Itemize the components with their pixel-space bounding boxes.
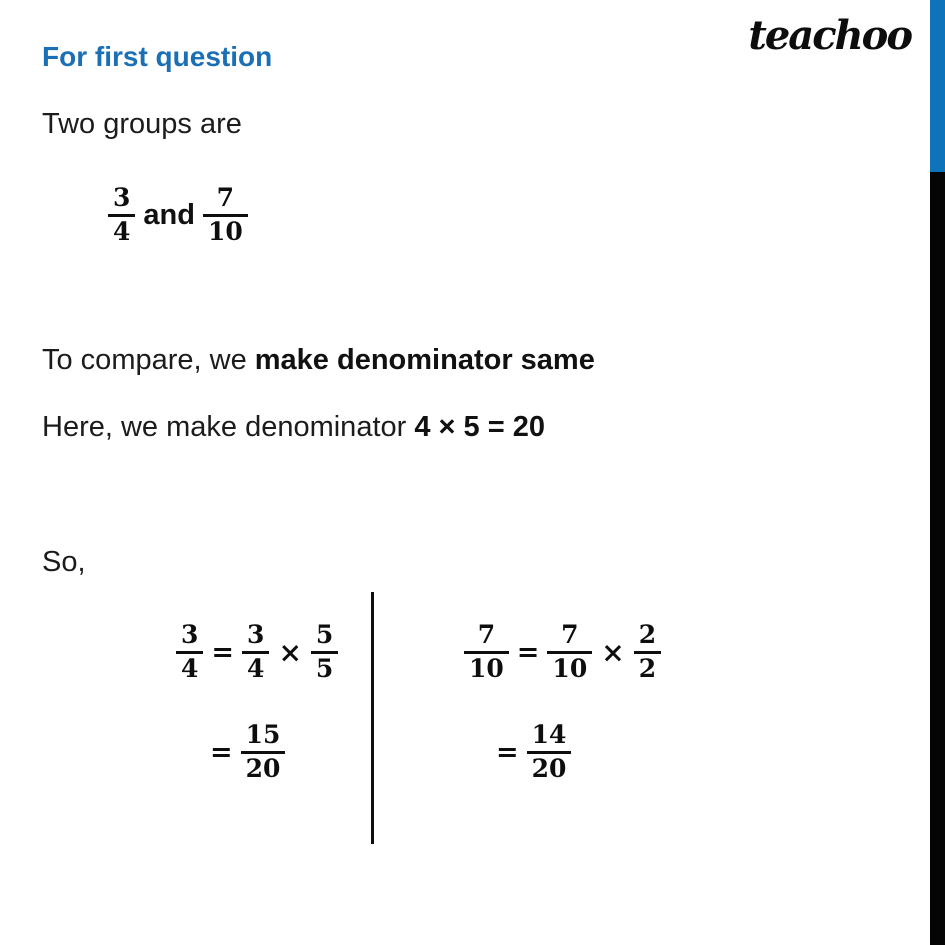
fraction-three-fourths — [108, 184, 135, 246]
so-label: So, — [42, 546, 86, 578]
here-line-regular: Here, we make denominator — [42, 411, 415, 443]
here-line-bold: 4 × 5 = 20 — [414, 411, 545, 443]
fraction — [464, 621, 509, 683]
equals-sign: = — [516, 636, 540, 668]
fraction-denominator: 4 — [242, 651, 269, 683]
here-line — [42, 411, 545, 444]
divider-line — [371, 592, 374, 844]
fraction-numerator: 7 — [561, 620, 579, 649]
equals-sign: = — [211, 636, 235, 668]
accent-bar-blue — [930, 0, 945, 172]
fraction — [311, 621, 338, 683]
fraction-result — [241, 721, 286, 783]
fraction-denominator: 10 — [203, 214, 248, 246]
compare-line-bold: make denominator same — [254, 344, 595, 376]
fraction — [242, 621, 269, 683]
equation-right-row1 — [464, 621, 661, 683]
equals-sign: = — [210, 736, 233, 768]
equation-right-row2 — [496, 721, 571, 783]
equation-left-row2 — [210, 721, 285, 783]
intro-fractions — [108, 184, 248, 246]
fraction-numerator: 7 — [216, 183, 235, 212]
multiply-sign: × — [278, 635, 302, 669]
fraction-numerator: 2 — [638, 620, 657, 649]
fraction-result — [527, 721, 572, 783]
equation-left-row1 — [176, 621, 338, 683]
fraction-seven-tenths — [203, 184, 248, 246]
fraction-numerator: 3 — [247, 620, 265, 649]
conjunction-and: and — [143, 198, 195, 231]
fraction — [547, 621, 592, 683]
fraction-denominator: 10 — [547, 651, 592, 683]
compare-line — [42, 344, 595, 377]
fraction-numerator: 5 — [315, 620, 334, 649]
accent-bar-black — [930, 172, 945, 945]
fraction-denominator: 20 — [527, 751, 572, 783]
fraction-denominator: 4 — [108, 214, 135, 246]
fraction-numerator: 3 — [181, 620, 199, 649]
equals-sign: = — [496, 736, 519, 768]
fraction-numerator: 15 — [245, 720, 281, 749]
page-heading: For first question — [42, 41, 273, 72]
fraction-denominator: 5 — [311, 651, 338, 683]
fraction — [634, 621, 661, 683]
fraction-denominator: 20 — [241, 751, 286, 783]
fraction-numerator: 3 — [113, 183, 131, 212]
intro-line: Two groups are — [42, 108, 242, 140]
fraction — [176, 621, 203, 683]
fraction-numerator: 14 — [531, 720, 567, 749]
compare-line-regular: To compare, we — [42, 344, 255, 376]
multiply-sign: × — [601, 635, 625, 669]
fraction-denominator: 4 — [176, 651, 203, 683]
fraction-numerator: 7 — [477, 620, 496, 649]
fraction-denominator: 10 — [464, 651, 509, 683]
teachoo-logo: teachoo — [748, 12, 911, 59]
fraction-denominator: 2 — [634, 651, 661, 683]
